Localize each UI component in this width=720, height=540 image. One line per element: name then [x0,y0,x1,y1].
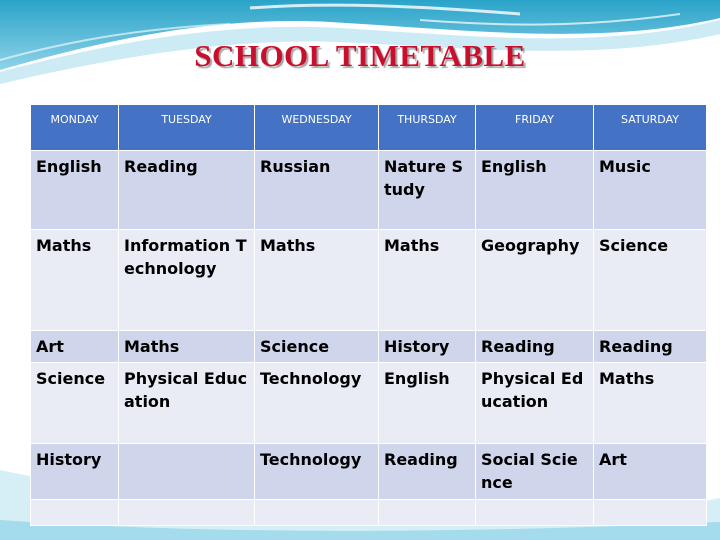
table-cell: Russian [255,151,379,230]
table-cell: English [379,363,476,444]
table-cell: Maths [119,331,255,363]
table-cell: Art [594,444,707,500]
header-monday: MONDAY [31,105,119,151]
table-cell: Nature Study [379,151,476,230]
table-cell: Maths [31,230,119,331]
header-wednesday: WEDNESDAY [255,105,379,151]
table-cell: Science [594,230,707,331]
table-cell: English [31,151,119,230]
table-row [31,230,707,331]
table-row [31,500,707,526]
table-cell: Music [594,151,707,230]
table-cell [255,500,379,526]
table-cell [119,500,255,526]
table-cell: Technology [255,444,379,500]
table-cell: History [31,444,119,500]
table-cell: Technology [255,363,379,444]
table-cell [476,500,594,526]
table-cell: Reading [594,331,707,363]
table-cell: English [476,151,594,230]
page-title: SCHOOL TIMETABLE [194,38,526,73]
table-cell [379,500,476,526]
table-cell [594,500,707,526]
table-cell: Reading [379,444,476,500]
table-cell: Maths [379,230,476,331]
table-cell [31,500,119,526]
timetable [30,104,707,526]
table-cell: Information Technology [119,230,255,331]
table-cell: Maths [594,363,707,444]
table-cell: Physical Education [476,363,594,444]
header-thursday: THURSDAY [379,105,476,151]
table-cell: Reading [119,151,255,230]
table-cell: Maths [255,230,379,331]
table-cell: History [379,331,476,363]
table-row [31,444,707,500]
table-cell [119,444,255,500]
table-row [31,363,707,444]
header-saturday: SATURDAY [594,105,707,151]
table-cell: Physical Education [119,363,255,444]
header-tuesday: TUESDAY [119,105,255,151]
table-row [31,151,707,230]
header-friday: FRIDAY [476,105,594,151]
header-row [31,105,707,151]
table-cell: Social Science [476,444,594,500]
table-cell: Geography [476,230,594,331]
table-cell: Art [31,331,119,363]
table-row [31,331,707,363]
table-cell: Science [31,363,119,444]
table-cell: Science [255,331,379,363]
table-cell: Reading [476,331,594,363]
